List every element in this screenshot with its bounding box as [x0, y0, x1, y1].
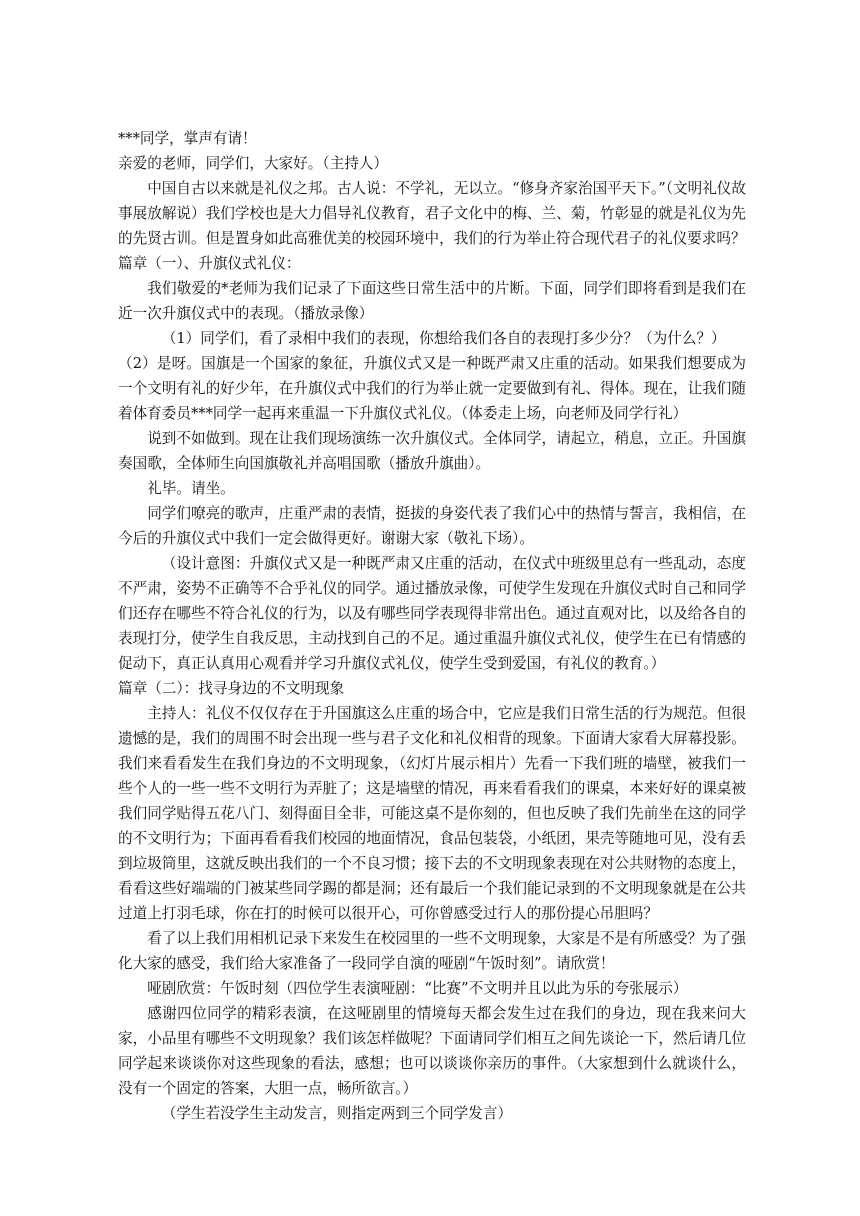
paragraph: 看了以上我们用相机记录下来发生在校园里的一些不文明现象，大家是不是有所感受？为了强化大家的感受，我们给大家准备了一段同学自演的哑剧“午饭时刻”。请欣赏！	[118, 930, 746, 972]
paragraph: 同学们嘹亮的歌声，庄重严肃的表情，挺拔的身姿代表了我们心中的热情与誓言，我相信，在今后的升旗仪式中我们一定会做得更好。谢谢大家（敬礼下场）。	[118, 505, 746, 547]
paragraph: 亲爱的老师，同学们，大家好。（主持人）	[118, 155, 388, 172]
paragraph: （学生若没学生主动发言，则指定两到三个同学发言）	[161, 1105, 513, 1122]
paragraph: 礼毕。请坐。	[147, 480, 235, 497]
paragraph: 主持人：礼仪不仅仅存在于升国旗这么庄重的场合中，它应是我们日常生活的行为规范。但很遗憾的是，我们的周围不时会出现一些与君子文化和礼仪相背的现象。下面请大家看大屏幕投影。我们来看看发生在我们身边的不文明现象，（幻灯片展示相片）先看一下我们班的墙壁，被我们一些个人的一些一些不文明行为弄脏了；这是墙壁的情况，再来看看我们的课桌，本来好好的课桌被我们同学贴得五花八门、刻得面目全非，可能这桌不是你刻的，但也反映了我们先前坐在这的同学的不文明行为；下面再看看我们校园的地面情况，食品包装袋，小纸团，果壳等随地可见，没有丢到垃圾筒里，这就反映出我们的一个不良习惯；接下去的不文明现象表现在对公共财物的态度上，看看这些好端端的门被某些同学踢的都是洞；还有最后一个我们能记录到的不文明现象就是在公共过道上打羽毛球，你在打的时候可以很开心，可你曾感受过行人的那份提心吊胆吗？	[118, 705, 746, 922]
section-heading: 篇章（二）：找寻身边的不文明现象	[118, 680, 345, 697]
paragraph: 哑剧欣赏：午饭时刻（四位学生表演哑剧：“比赛”不文明并且以此为乐的夸张展示）	[147, 980, 688, 997]
paragraph: 说到不如做到。现在让我们现场演练一次升旗仪式。全体同学，请起立，稍息，立正。升国旗奏国歌，全体师生向国旗敬礼并高唱国歌（播放升旗曲）。	[118, 430, 746, 472]
paragraph: （2）是呀。国旗是一个国家的象征，升旗仪式又是一种既严肃又庄重的活动。如果我们想要成为一个文明有礼的好少年，在升旗仪式中我们的行为举止就一定要做到有礼、得体。现在，让我们随着体育委员***同学一起再来重温一下升旗仪式礼仪。（体委走上场，向老师及同学行礼）	[118, 355, 746, 422]
paragraph: 中国自古以来就是礼仪之邦。古人说：不学礼，无以立。“修身齐家治国平天下。”（文明礼仪故事展放解说）我们学校也是大力倡导礼仪教育，君子文化中的梅、兰、菊，竹彰显的就是礼仪为先的先贤古训。但是置身如此高雅优美的校园环境中，我们的行为举止符合现代君子的礼仪要求吗？	[118, 180, 746, 247]
section-heading: 篇章（一）、升旗仪式礼仪：	[118, 255, 301, 272]
paragraph: 我们敬爱的*老师为我们记录了下面这些日常生活中的片断。下面，同学们即将看到是我们在近一次升旗仪式中的表现。（播放录像）	[118, 280, 746, 322]
paragraph: （1）同学们，看了录相中我们的表现，你想给我们各自的表现打多少分？（为什么？）	[161, 330, 726, 347]
paragraph: ***同学，掌声有请！	[118, 130, 257, 147]
design-intent-note: （设计意图：升旗仪式又是一种既严肃又庄重的活动，在仪式中班级里总有一些乱动，态度不严肃，姿势不正确等不合乎礼仪的同学。通过播放录像，可使学生发现在升旗仪式时自己和同学们还存在哪些不符合礼仪的行为，以及有哪些同学表现得非常出色。通过直观对比，以及给各自的表现打分，使学生自我反思，主动找到自己的不足。通过重温升旗仪式礼仪，使学生在已有情感的促动下，真正认真用心观看并学习升旗仪式礼仪，使学生受到爱国，有礼仪的教育。）	[118, 555, 746, 672]
paragraph: 感谢四位同学的精彩表演，在这哑剧里的情境每天都会发生过在我们的身边，现在我来问大家，小品里有哪些不文明现象？我们该怎样做呢？下面请同学们相互之间先谈论一下，然后请几位同学起来谈谈你对这些现象的看法，感想；也可以谈谈你亲历的事件。（大家想到什么就谈什么，没有一个固定的答案，大胆一点，畅所欲言。）	[118, 1005, 746, 1097]
document-body	[118, 126, 746, 1126]
